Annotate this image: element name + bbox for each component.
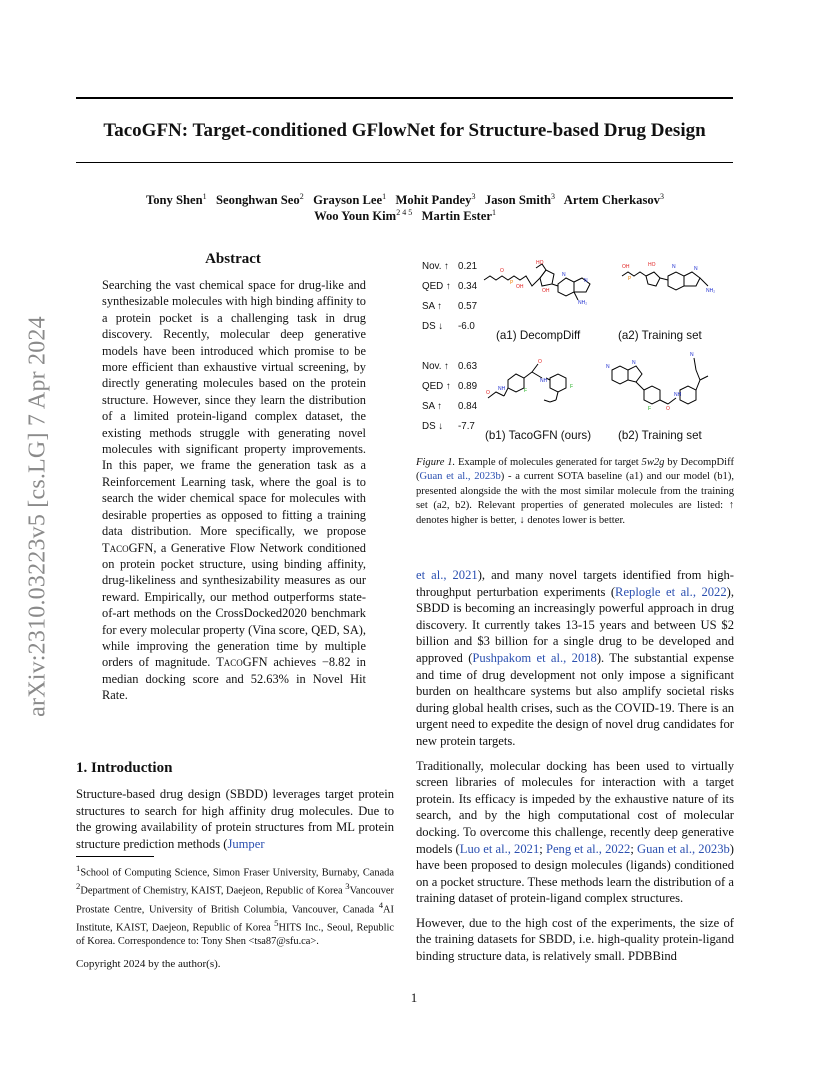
footnote-rule bbox=[76, 856, 154, 857]
method-name: TacoGFN bbox=[102, 540, 154, 555]
svg-text:N: N bbox=[606, 364, 610, 370]
metric-value: 0.21 bbox=[458, 261, 478, 272]
svg-text:N: N bbox=[562, 272, 566, 278]
author-name: Martin Ester bbox=[421, 209, 492, 224]
subfigure-label: (b2) Training set bbox=[618, 429, 702, 442]
svg-text:N: N bbox=[632, 360, 636, 366]
citation-link[interactable]: Pushpakom et al., 2018 bbox=[472, 650, 597, 665]
author-name: Artem Cherkasov bbox=[563, 193, 660, 208]
author-name: Woo Youn Kim bbox=[314, 209, 397, 224]
caption-text: by DecompDiff ( bbox=[416, 457, 734, 483]
body-text: ), SBDD is becoming an increasingly powerful approach in drug discovery. It currently takes 13-15 years and between US $2 billion and $3 billion for a single drug to be developed and approved ( bbox=[416, 584, 734, 665]
body-text: ), and many novel targets identified from high-throughput perturbation experiments ( bbox=[416, 568, 734, 599]
author-affiliation: 3 bbox=[659, 192, 664, 201]
abstract-text: , a Generative Flow Network conditioned on protein pocket structure, using binding affinity, drug-likeliness and synthesizability measures as our reward. Empirically, our method outperforms state-of-art methods on the CrossDocked2020 benchmark for every molecular property (Vina score, QED, SA), while improving the generation time by multiple orders of magnitude. bbox=[102, 540, 366, 670]
citation-link[interactable]: Replogle et al., 2022 bbox=[615, 584, 727, 599]
metric-value: -6.0 bbox=[458, 321, 475, 332]
citation-link[interactable]: Guan et al., 2023b bbox=[637, 841, 730, 856]
molecule-b2-drawing bbox=[604, 346, 726, 430]
metric-value: -7.7 bbox=[458, 421, 475, 432]
copyright-notice: Copyright 2024 by the author(s). bbox=[76, 958, 221, 970]
author-affiliation: 1 bbox=[382, 192, 387, 201]
svg-text:OH: OH bbox=[516, 284, 524, 290]
footnote-mark: 3 bbox=[345, 881, 350, 892]
svg-text:NH: NH bbox=[498, 386, 506, 392]
svg-text:F: F bbox=[648, 406, 652, 412]
svg-text:O: O bbox=[486, 390, 490, 396]
author-name: Jason Smith bbox=[484, 193, 552, 208]
subfigure-label: (b1) TacoGFN (ours) bbox=[485, 429, 592, 442]
author-affiliation: 1 bbox=[491, 208, 496, 217]
author-affiliation: 2 4 5 bbox=[396, 208, 413, 217]
abstract-text: achieves −8.82 in median docking score and 52.63% in Novel Hit Rate. bbox=[102, 655, 366, 703]
footnote-text: HITS Inc., Seoul, Republic of Korea. Correspondence to: Tony Shen <tsa87@sfu.ca>. bbox=[76, 922, 394, 948]
author-name: Grayson Lee bbox=[313, 193, 383, 208]
citation-link[interactable]: Luo et al., 2021 bbox=[459, 841, 540, 856]
footnote-text: Vancouver Prostate Centre, University of British Columbia, Vancouver, Canada bbox=[76, 885, 394, 915]
svg-text:F: F bbox=[570, 384, 574, 390]
svg-text:N: N bbox=[584, 278, 588, 284]
svg-text:OH: OH bbox=[622, 264, 630, 270]
abstract-heading: Abstract bbox=[205, 251, 261, 267]
body-text: ). The substantial expense and time of drug development not only impose a significant burden on healthcare systems but also amplify societal risks during global health crises, such as the COVID-19. There is an urgent need to expedite the design of novel drug candidates for new protein targets. bbox=[416, 650, 734, 748]
right-column-body bbox=[416, 567, 734, 965]
molecule-a1-drawing bbox=[480, 258, 608, 320]
caption-target: 5w2g bbox=[641, 457, 665, 468]
footnote-text: AI Institute, KAIST, Daejeon, Republic of Korea bbox=[76, 904, 394, 934]
svg-text:P: P bbox=[628, 276, 632, 282]
metric-label: SA ↑ bbox=[422, 401, 443, 412]
metric-label: SA ↑ bbox=[422, 301, 443, 312]
intro-paragraph bbox=[76, 786, 394, 852]
svg-text:HO: HO bbox=[648, 262, 656, 268]
subfigure-label: (a2) Training set bbox=[618, 329, 702, 342]
citation-link[interactable]: Peng et al., 2022 bbox=[545, 841, 631, 856]
paragraph bbox=[416, 758, 734, 907]
metric-value: 0.89 bbox=[458, 381, 478, 392]
body-text: ; bbox=[539, 841, 546, 856]
section-heading-introduction: 1. Introduction bbox=[76, 760, 173, 776]
metric-label: Nov. ↑ bbox=[422, 361, 450, 372]
molecule-a2-drawing bbox=[618, 258, 726, 320]
caption-text: Example of molecules generated for target bbox=[455, 457, 642, 468]
author-affiliation: 1 bbox=[202, 192, 207, 201]
abstract-body bbox=[102, 277, 366, 704]
svg-text:NH: NH bbox=[540, 378, 548, 384]
svg-text:F: F bbox=[524, 388, 528, 394]
citation-link[interactable]: Guan et al., 2023b bbox=[419, 471, 501, 483]
metric-label: QED ↑ bbox=[422, 381, 451, 392]
intro-text: Structure-based drug design (SBDD) leverages target protein structures to search for high affinity drug molecules. Due to the growing availability of protein structures from ML protein structure prediction methods ( bbox=[76, 787, 394, 851]
abstract-text: Searching the vast chemical space for drug-like and synthesizable molecules with high binding affinity to a protein pocket is a challenging task in drug discovery. Recently, molecular deep generative models have been introduced which promise to be more efficient than exhaustive virtual screening, by directly generating molecules based on the protein structure. However, since they learn the distribution of a limited protein-ligand complex dataset, the existing methods struggle with generating novel molecules with significant property improvements. In this paper, we frame the generation task as a Reinforcement Learning task, where the goal is to search the wider chemical space for molecules with desirable properties as opposed to fitting a training data distribution. More specifically, we propose bbox=[102, 278, 366, 539]
subfigure-label: (a1) DecompDiff bbox=[496, 329, 581, 342]
svg-text:P: P bbox=[510, 280, 514, 286]
author-name: Tony Shen bbox=[146, 193, 203, 208]
metric-value: 0.63 bbox=[458, 361, 478, 372]
affiliations-footnote bbox=[76, 862, 394, 949]
svg-text:N: N bbox=[694, 266, 698, 272]
svg-text:NH₂: NH₂ bbox=[706, 288, 716, 294]
author-affiliation: 3 bbox=[471, 192, 476, 201]
svg-text:NH₂: NH₂ bbox=[578, 300, 588, 306]
author-affiliation: 3 bbox=[551, 192, 556, 201]
author-name: Mohit Pandey bbox=[395, 193, 472, 208]
metric-label: QED ↑ bbox=[422, 281, 451, 292]
footnote-mark: 4 bbox=[378, 899, 384, 910]
svg-text:O: O bbox=[538, 359, 542, 365]
svg-text:HO: HO bbox=[536, 260, 544, 266]
svg-text:N: N bbox=[672, 264, 676, 270]
body-text: Traditionally, molecular docking has been used to virtually screen libraries of molecules for interaction with a target protein. Its efficacy is impeded by the exhaustive nature of its search, and by the high computational cost of molecular docking. To overcome this challenge, recently deep generative models ( bbox=[416, 758, 734, 856]
author-name: Seonghwan Seo bbox=[216, 193, 300, 208]
author-affiliation: 2 bbox=[299, 192, 304, 201]
caption-lead: Figure 1. bbox=[416, 457, 456, 468]
author-line-2 bbox=[100, 208, 710, 224]
paper-title: TacoGFN: Target-conditioned GFlowNet for Structure-based Drug Design bbox=[103, 120, 706, 141]
footnote-text: Department of Chemistry, KAIST, Daejeon, Republic of Korea bbox=[80, 885, 346, 897]
metric-value: 0.34 bbox=[458, 281, 478, 292]
metric-label: Nov. ↑ bbox=[422, 261, 450, 272]
citation-link[interactable]: et al., 2021 bbox=[416, 568, 478, 582]
footnote-mark: 5 bbox=[274, 917, 279, 928]
paragraph bbox=[416, 915, 734, 965]
svg-text:NH: NH bbox=[674, 392, 682, 398]
page-number: 1 bbox=[410, 990, 418, 1005]
title-bottom-rule bbox=[76, 162, 733, 163]
footnote-mark: 2 bbox=[76, 881, 81, 892]
arxiv-identifier: arXiv:2310.03223v5 [cs.LG] 7 Apr 2024 bbox=[24, 316, 51, 717]
citation-link[interactable]: Jumper bbox=[227, 836, 265, 851]
paragraph bbox=[416, 567, 734, 750]
molecule-b1-drawing bbox=[484, 358, 596, 430]
metric-label: DS ↓ bbox=[422, 321, 444, 332]
caption-text: ) - a current SOTA baseline (a1) and our model (b1), presented alongside the with the most similar molecule from the training set (a2, b2). Relevant properties of generated molecules are listed: ↑ denotes higher is better, ↓ denotes lower is better. bbox=[416, 471, 734, 526]
footnote-text: School of Computing Science, Simon Fraser University, Burnaby, Canada bbox=[80, 867, 394, 879]
body-text: However, due to the high cost of the experiments, the size of the training datasets for SBDD, i.e. high-quality protein-ligand binding structure data, is relatively small. PDBBind bbox=[416, 915, 734, 964]
svg-text:O: O bbox=[666, 406, 670, 412]
figure-1-caption bbox=[416, 456, 734, 528]
body-text: ; bbox=[630, 841, 638, 856]
svg-text:OH: OH bbox=[542, 288, 550, 294]
method-name: TacoGFN bbox=[216, 655, 268, 670]
metric-label: DS ↓ bbox=[422, 421, 444, 432]
footnote-mark: 1 bbox=[76, 863, 81, 873]
metric-value: 0.57 bbox=[458, 301, 478, 312]
svg-text:N: N bbox=[690, 352, 694, 358]
author-line-1 bbox=[100, 192, 710, 208]
body-text: ) have been proposed to design molecules (ligands) conditioned on a pocket structure. These methods learn the distribution of a training dataset of protein-ligand complex structures. bbox=[416, 841, 734, 906]
metric-value: 0.84 bbox=[458, 401, 478, 412]
title-top-rule bbox=[76, 97, 733, 99]
svg-text:O: O bbox=[500, 268, 504, 274]
